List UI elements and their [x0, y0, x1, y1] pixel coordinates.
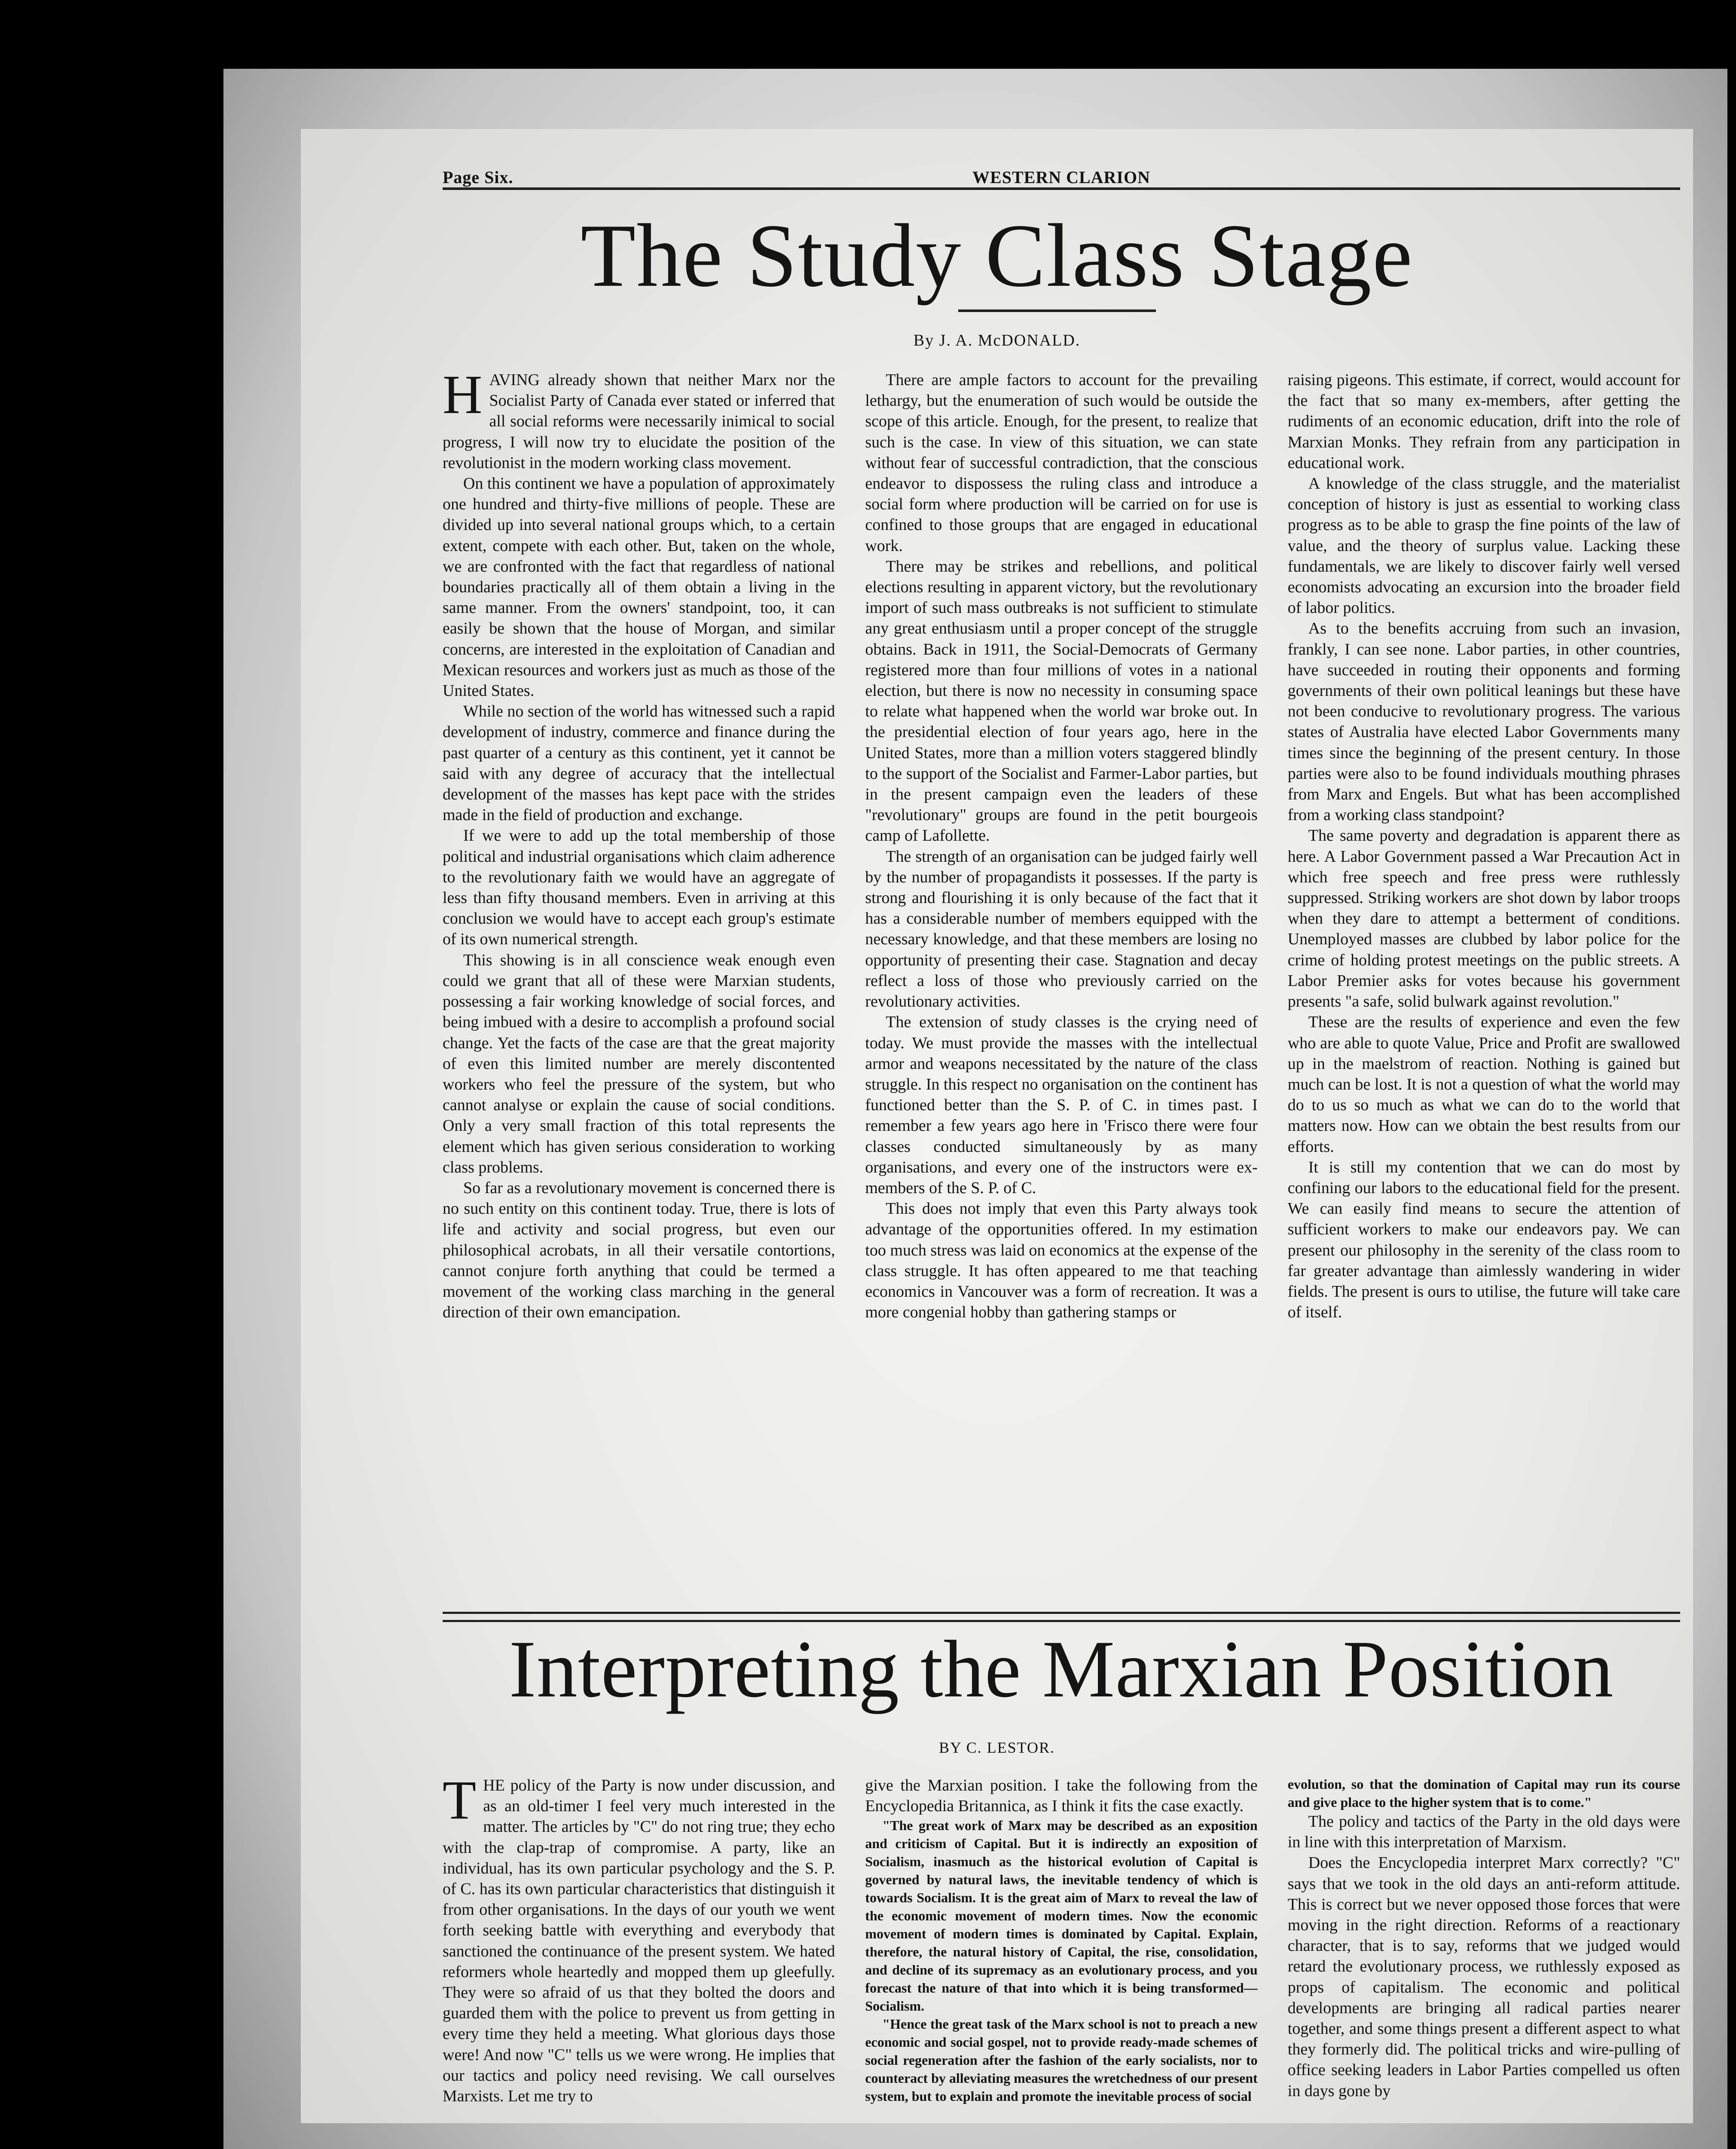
article1-byline: By J. A. McDONALD.	[913, 331, 1081, 349]
paragraph: There may be strikes and rebellions, and political elections resulting in apparent victory, but the revolutionary import of such mass outbreaks is not sufficient to stimulate any great enthusiasm until a proper concept of the struggle obtains. Back in 1911, the Social-Democrats of Germany registered more than four millions of votes in a national election, but there is now no necessity in consuming space to relate what happened when the world war broke out. In the presidential election of four years ago, here in the United States, more than a million voters staggered blindly to the support of the Socialist and Farmer-Labor parties, but in the present campaign even the leaders of these "revolutionary" groups are found in the petit bourgeois camp of Lafollette.	[865, 557, 1258, 845]
quote-paragraph: evolution, so that the domination of Capital may run its course and give place to the higher system that is to come."	[1287, 1776, 1680, 1810]
paragraph: This showing is in all conscience weak enough even could we grant that all of these were Marxian students, possessing a fair working knowledge of social forces, and being imbued with a desire to accomplish a profound social change. Yet the facts of the case are that the great majority of even this limited number are merely discontented workers who feel the pressure of the system, but who cannot analyse or explain the cause of social conditions. Only a very small fraction of this total represents the element which has given serious consideration to working class problems.	[443, 951, 835, 1176]
paragraph: It is still my contention that we can do most by confining our labors to the educational field for the present. We can easily find means to secure the attention of sufficient workers to make our endeavors pay. We can present our philosophy in the serenity of the class room to far greater advantage than aimlessly wandering in wider fields. The present is ours to utilise, the future will take care of itself.	[1287, 1158, 1680, 1322]
paragraph: On this continent we have a population of approximately one hundred and thirty-five millions of people. These are divided up into several national groups which, to a certain extent, compete with each other. But, taken on the whole, we are confronted with the fact that regardless of national boundaries practically all of them obtain a living in the same manner. From the owners' standpoint, too, it can easily be shown that the house of Morgan, and similar concerns, are interested in the exploitation of Canadian and Mexican resources and workers just as much as those of the United States.	[443, 474, 835, 700]
running-header	[443, 166, 1680, 190]
article1-body	[443, 370, 1680, 1612]
encyclopedia-quote-continued	[1288, 1775, 1680, 1811]
paragraph: These are the results of experience and even the few who are able to quote Value, Price and Profit are swallowed up in the maelstrom of reaction. Nothing is gained but much can be lost. It is not a question of what the world may do to us so much as what we can do to the world that matters now. How can we obtain the best results from our efforts.	[1287, 1013, 1680, 1156]
article2-column-2	[865, 1775, 1257, 2110]
quote-paragraph: "Hence the great task of the Marx school is not to preach a new economic and social gospel, not to provide ready-made schemes of social regeneration after the fashion of the early socialists, nor to counteract by alleviating measures the wretchedness of our present system, but to explain and promote the inevitable process of social	[865, 2016, 1258, 2104]
paragraph: While no section of the world has witnessed such a rapid development of industry, commerce and finance during the past quarter of a century as this continent, yet it cannot be said with any degree of accuracy that the intellectual development of the masses has kept pace with the strides made in the field of production and exchange.	[443, 702, 835, 824]
paragraph: The extension of study classes is the crying need of today. We must provide the masses with the intellectual armor and weapons necessitated by the nature of the class struggle. In this respect no organisation on the continent has functioned better than the S. P. of C. in times past. I remember a few years ago here in 'Frisco there were four classes conducted simultaneously by as many organisations, and every one of the instructors were ex-members of the S. P. of C.	[865, 1013, 1258, 1197]
paragraph: HAVING already shown that neither Marx nor the Socialist Party of Canada ever stated or inferred that all social reforms were necessarily inimical to social progress, I will now try to elucidate the position of the revolutionist in the modern working class movement.	[443, 370, 835, 472]
article1-column-3	[1288, 370, 1680, 1612]
paragraph: raising pigeons. This estimate, if correct, would account for the fact that so many ex-members, after getting the rudiments of an economic education, drift into the role of Marxian Monks. They refrain from any participation in educational work.	[1287, 371, 1680, 472]
paragraph: give the Marxian position. I take the following from the Encyclopedia Britannica, as I think it fits the case exactly.	[865, 1776, 1258, 1815]
drop-cap: T	[443, 1775, 477, 1831]
paragraph: The strength of an organisation can be judged fairly well by the number of propagandists it possesses. If the party is strong and flourishing it is only because of the fact that it has a considerable number of members equipped with the necessary knowledge, and that these members are losing no opportunity of presenting their case. Stagnation and decay reflect a loss of those who previously carried on the revolutionary activities.	[865, 847, 1258, 1011]
newspaper-page	[301, 129, 1693, 2123]
article1-column-2	[865, 370, 1257, 1612]
article2-byline: BY C. LESTOR.	[938, 1739, 1055, 1756]
paragraph: So far as a revolutionary movement is concerned there is no such entity on this continent today. True, there is lots of life and activity and social progress, but even our philosophical acrobats, in all their versatile contortions, cannot conjure forth anything that could be termed a movement of the working class marching in the general direction of their own emancipation.	[443, 1179, 835, 1322]
paragraph: If we were to add up the total membership of those political and industrial organisations which claim adherence to the revolutionary faith we would have an aggregate of less than fifty thousand members. Even in arriving at this conclusion we would have to accept each group's estimate of its own numerical strength.	[443, 827, 835, 949]
paragraph: The policy and tactics of the Party in the old days were in line with this interpretation of Marxism.	[1287, 1812, 1680, 1852]
paragraph: THE policy of the Party is now under discussion, and as an old-timer I feel very much interested in the matter. The articles by "C" do not ring true; they echo with the clap-trap of compromise. A party, like an individual, has its own particular psychology and the S. P. of C. has its own particular characteristics that distinguish it from other organisations. In the days of our youth we went forth seeking battle with everything and everybody that sanctioned the continuance of the present system. We hated reformers whole heartedly and mopped them up gleefully. They were so afraid of us that they bolted the doors and guarded them with the police to prevent us from getting in every time they held a meeting. What glorious days those were! And now "C" tells us we were wrong. He implies that our tactics and policy need revising. We call ourselves Marxists. Let me try to	[443, 1775, 835, 2106]
article1-column-1	[443, 370, 835, 1612]
paragraph: Does the Encyclopedia interpret Marx correctly? "C" says that we took in the old days an anti-reform attitude. This is correct but we never opposed those forces that were moving in the right direction. Reforms of a reactionary character, that is to say, reforms that we judged would retard the evolutionary process, we ruthlessly exposed as props of capitalism. The economic and political developments are bringing all radical parties nearer together, and some things present a different aspect to what they formerly did. The political tricks and wire-pulling of office seeking leaders in Labor Parties compelled us often in days gone by	[1287, 1854, 1680, 2100]
paragraph: A knowledge of the class struggle, and the materialist conception of history is just as essential to working class progress as to be able to grasp the fine points of the law of value, and the theory of surplus value. Lacking these fundamentals, we are likely to discover fairly well versed economists advocating an excursion into the broader field of labor politics.	[1287, 474, 1680, 617]
paragraph: As to the benefits accruing from such an invasion, frankly, I can see none. Labor parties, in other countries, have succeeded in routing their opponents and forming governments of their own political leanings but these have not been conducive to revolutionary progress. The various states of Australia have elected Labor Governments many times since the beginning of the present century. In those parties were also to be found individuals mouthing phrases from Marx and Engels. But what has been accomplished from a working class standpoint?	[1287, 619, 1680, 824]
encyclopedia-quote	[865, 1816, 1257, 2105]
paragraph: The same poverty and degradation is apparent there as here. A Labor Government passed a War Precaution Act in which free speech and free press were ruthlessly suppressed. Striking workers are shot down by labor troops when they dare to attempt a betterment of conditions. Unemployed masses are clubbed by labor police for the crime of holding protest meetings on the public streets. A Labor Premier asks for votes because his government presents "a safe, solid bulwark against revolution."	[1287, 827, 1680, 1011]
article2-column-1	[443, 1775, 835, 2110]
title-rule	[958, 309, 1156, 312]
article1-title: The Study Class Stage	[581, 206, 1413, 306]
drop-cap: H	[443, 370, 483, 425]
paragraph: This does not imply that even this Party always took advantage of the opportunities offered. In my estimation too much stress was laid on economics at the expense of the class struggle. It has often appeared to me that teaching economics in Vancouver was a form of recreation. It was a more congenial hobby than gathering stamps or	[865, 1200, 1258, 1322]
paragraph: There are ample factors to account for the prevailing lethargy, but the enumeration of such would be outside the scope of this article. Enough, for the present, to realize that such is the case. In view of this situation, we can state without fear of successful contradiction, that the conscious endeavor to dispossess the ruling class and introduce a social form where production will be carried on for use is confined to those groups that are engaged in educational work.	[865, 371, 1258, 555]
quote-paragraph: "The great work of Marx may be described as an exposition and criticism of Capital. But it is indirectly an exposition of Socialism, inasmuch as the historical evolution of Capital is governed by natural laws, the inevitable tendency of which is towards Socialism. It is the great aim of Marx to reveal the law of the economic movement of modern times. Now the economic movement of modern times is dominated by Capital. Explain, therefore, the natural history of Capital, the rise, consolidation, and decline of its supremacy as an evolutionary process, and you forecast the nature of that into which it is being transformed—Socialism.	[865, 1818, 1258, 2014]
article2-column-3	[1288, 1775, 1680, 2110]
section-separator	[443, 1612, 1680, 1622]
article2-title: Interpreting the Marxian Position	[509, 1624, 1614, 1714]
page-label: Page Six.	[443, 168, 513, 187]
paper-name: WESTERN CLARION	[972, 168, 1150, 187]
article2-body	[443, 1775, 1680, 2110]
